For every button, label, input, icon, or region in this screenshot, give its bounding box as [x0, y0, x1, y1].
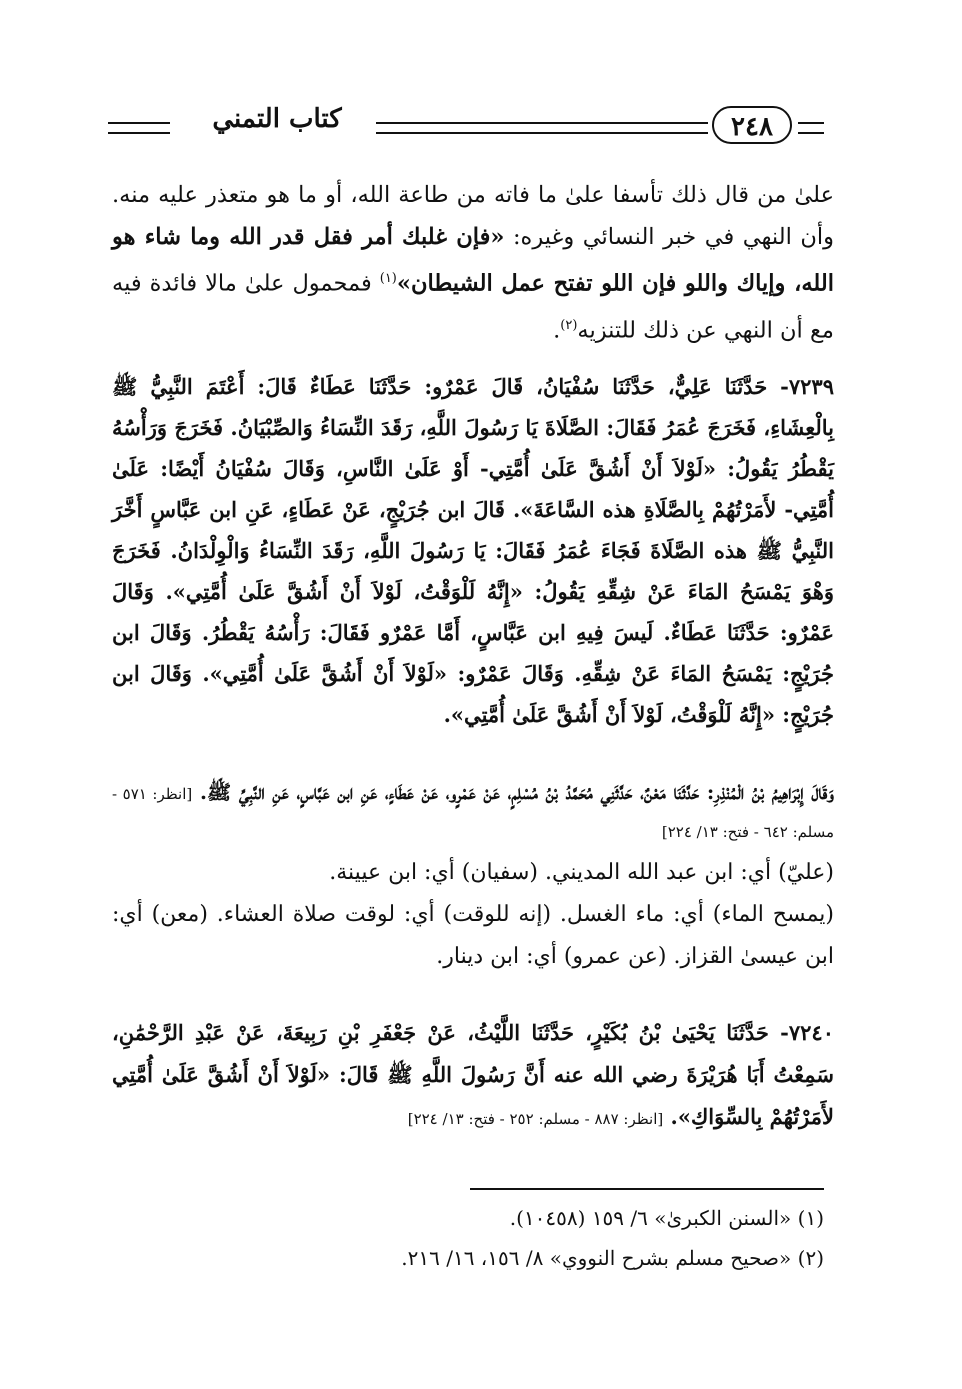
footnote-separator [470, 1188, 824, 1190]
hadith-7240-reference: [انظر: ٨٨٧ - مسلم: ٢٥٢ - فتح: ١٣/ ٢٢٤] [407, 1110, 664, 1128]
header-rule-right [798, 122, 824, 134]
footnote-marker-2: (٢) [560, 317, 578, 333]
intro-paragraph [112, 174, 834, 351]
footnotes [112, 1198, 824, 1278]
hadith-7240 [112, 1012, 874, 1140]
hadith-7239-taliq-text: وَقَالَ إِبْرَاهِيمُ بْنُ الْمُنْذِرِ: حَدَّثَنَا مَعْنٌ، حَدَّثَنِي مُحَمَّدُ بْنُ مُسْلِمٍ، عَنْ عَمْرٍو، عَنْ عَطَاءٍ، عَنِ ابن عَبَّاسٍ، عَنِ النَّبِيِّ ﷺ. [192, 780, 834, 804]
hadith-7240-text: ٧٢٤٠- حَدَّثَنَا يَحْيَىٰ بْنُ بُكَيْرٍ، حَدَّثَنَا اللَّيْثُ، عَنْ جَعْفَرِ بْنِ رَبِيعَةَ، عَنْ عَبْدِ الرَّحْمَٰنِ، سَمِعْتُ أَبَا هُرَيْرَةَ رضي الله عنه أَنَّ رَسُولَ اللَّهِ ﷺ قَالَ: «لَوْلاَ أَنْ أَشُقَّ عَلَىٰ أُمَّتِي لأَمَرْتُهُمْ بِالسِّوَاكِ». [112, 1020, 834, 1129]
intro-quote: «فإن غلبك أمر فقل قدر الله وما شاء هو الله، وإياك واللو فإن اللو تفتح عمل الشيطان» [112, 224, 834, 297]
explanation [112, 852, 874, 978]
page-header [108, 102, 824, 152]
hadith-7239: ٧٢٣٩- حَدَّثَنَا عَلِيٌّ، حَدَّثَنَا سُفْيَانُ، قَالَ عَمْرٌو: حَدَّثَنَا عَطَاءٌ قَالَ: أَعْتَمَ النَّبِيُّ ﷺ بِالْعِشَاءِ، فَخَرَجَ عُمَرُ فَقَالَ: الصَّلَاةَ يَا رَسُولَ اللَّهِ، رَقَدَ النِّسَاءُ وَالصِّبْيَانُ. فَخَرَجَ وَرَأْسُهُ يَقْطُرُ يَقُولُ: «لَوْلاَ أَنْ أَشُقَّ عَلَىٰ أُمَّتِي- أَوْ عَلَىٰ النَّاسِ، وَقَالَ سُفْيَانُ أَيْضًا: عَلَىٰ أُمَّتِي- لأَمَرْتُهُمْ بِالصَّلَاةِ هذه السَّاعَةَ». قَالَ ابن جُرَيْجٍ، عَنْ عَطَاءٍ، عَنِ ابن عَبَّاسٍ أَخَّرَ النَّبِيُّ ﷺ هذه الصَّلَاةَ فَجَاءَ عُمَرُ فَقَالَ: يَا رَسُولَ اللَّهِ، رَقَدَ النِّسَاءُ وَالْوِلْدَانُ. فَخَرَجَ وَهْوَ يَمْسَحُ المَاءَ عَنْ شِقِّهِ يَقُولُ: «إِنَّهُ لَلْوَقْتُ، لَوْلاَ أَنْ أَشُقَّ عَلَىٰ أُمَّتِي». وَقَالَ عَمْرٌو: حَدَّثَنَا عَطَاءٌ. لَيسَ فِيهِ ابن عَبَّاسٍ، أَمَّا عَمْرٌو فَقَالَ: رَأْسُهُ يَقْطُرُ. وَقَالَ ابن جُرَيْجٍ: يَمْسَحُ المَاءَ عَنْ شِقِّهِ. وَقَالَ عَمْرٌو: «لَوْلاَ أَنْ أَشُقَّ عَلَىٰ أُمَّتِي». وَقَالَ ابن جُرَيْجٍ: «إِنَّهُ لَلْوَقْتُ، لَوْلاَ أَنْ أَشُقَّ عَلَىٰ أُمَّتِي». [112, 374, 834, 727]
intro-text-1: علىٰ من قال ذلك تأسفا علىٰ ما فاته من طاعة الله، أو ما هو متعذر عليه منه. وأن النهي في خبر النسائي وغيره: [112, 182, 835, 250]
footnote-marker-1: (١) [379, 271, 397, 286]
footnote-2: (٢) «صحيح مسلم بشرح النووي» ٨/ ١٥٦، ١٦/ ٢١٦. [401, 1246, 824, 1270]
book-title: كتاب التمني [212, 104, 342, 134]
explanation-line-2: (يمسح الماء) أي: ماء الغسل. (إنه للوقت) أي: لوقت صلاة العشاء. (معن) أي: ابن عيسىٰ القزاز. (عن عمرو) أي: ابن دينار. [112, 902, 834, 969]
header-rule-middle [376, 122, 708, 134]
header-rule-left [108, 122, 170, 134]
hadith-7239-reference: [انظر: ٥٧١ - مسلم: ٦٤٢ - فتح: ١٣/ ٢٢٤] [112, 785, 834, 841]
intro-text-2: فمحمول علىٰ مالا فائدة فيه مع أن النهي عن ذلك للتنزيه [112, 270, 834, 343]
hadith-7239-taliq [112, 774, 874, 850]
footnote-1: (١) «السنن الكبرىٰ» ٦/ ١٥٩ (١٠٤٥٨). [509, 1206, 824, 1230]
explanation-line-1: (عليّ) أي: ابن عبد الله المديني. (سفيان) أي: ابن عيينة. [329, 860, 834, 885]
page-number: ٢٤٨ [712, 106, 792, 144]
intro-text-3: . [553, 317, 561, 343]
